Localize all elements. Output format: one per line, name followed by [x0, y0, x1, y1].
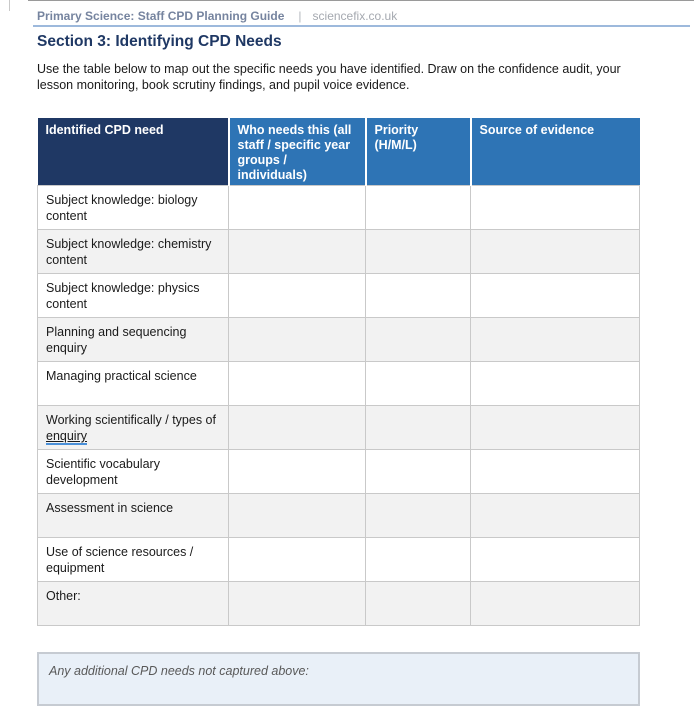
table-header-row [38, 118, 640, 186]
evidence-entry-cell[interactable] [471, 538, 640, 582]
need-label-cell: Use of science resources / equipment [38, 538, 229, 582]
page-left-edge-tick [9, 0, 10, 11]
col-header-who-needs: Who needs this (all staff / specific year groups / individuals) [229, 118, 366, 186]
evidence-entry-cell[interactable] [471, 274, 640, 318]
col-header-source-evidence: Source of evidence [471, 118, 640, 186]
evidence-entry-cell[interactable] [471, 230, 640, 274]
table-row [38, 494, 640, 538]
who-needs-entry-cell[interactable] [229, 582, 366, 626]
guide-title: Primary Science: Staff CPD Planning Guide [37, 9, 285, 23]
priority-entry-cell[interactable] [366, 494, 471, 538]
evidence-entry-cell[interactable] [471, 186, 640, 230]
additional-needs-box[interactable] [37, 652, 640, 706]
priority-entry-cell[interactable] [366, 274, 471, 318]
who-needs-entry-cell[interactable] [229, 274, 366, 318]
who-needs-entry-cell[interactable] [229, 230, 366, 274]
who-needs-entry-cell[interactable] [229, 318, 366, 362]
section-title: Section 3: Identifying CPD Needs [37, 33, 282, 50]
table-row [38, 318, 640, 362]
need-label-cell: Assessment in science [38, 494, 229, 538]
need-label-cell: Subject knowledge: physics content [38, 274, 229, 318]
header-divider-rule [33, 25, 690, 27]
who-needs-entry-cell[interactable] [229, 406, 366, 450]
who-needs-entry-cell[interactable] [229, 186, 366, 230]
priority-entry-cell[interactable] [366, 186, 471, 230]
evidence-entry-cell[interactable] [471, 494, 640, 538]
evidence-entry-cell[interactable] [471, 362, 640, 406]
site-name: sciencefix.co.uk [312, 9, 398, 23]
priority-entry-cell[interactable] [366, 538, 471, 582]
priority-entry-cell[interactable] [366, 582, 471, 626]
need-label-cell: Other: [38, 582, 229, 626]
table-row [38, 450, 640, 494]
need-label-prefix: Working scientifically / types of [46, 413, 216, 427]
who-needs-entry-cell[interactable] [229, 450, 366, 494]
table-row [38, 230, 640, 274]
evidence-entry-cell[interactable] [471, 582, 640, 626]
intro-paragraph: Use the table below to map out the specific needs you have identified. Draw on the confidence audit, your lesson monitoring, book scrutiny findings, and pupil voice evidence. [37, 62, 621, 92]
evidence-entry-cell[interactable] [471, 450, 640, 494]
priority-entry-cell[interactable] [366, 406, 471, 450]
need-label-cell: Managing practical science [38, 362, 229, 406]
table-row [38, 406, 640, 450]
cpd-needs-table [37, 118, 640, 626]
who-needs-entry-cell[interactable] [229, 362, 366, 406]
evidence-entry-cell[interactable] [471, 406, 640, 450]
priority-entry-cell[interactable] [366, 318, 471, 362]
priority-entry-cell[interactable] [366, 230, 471, 274]
page-top-edge [28, 0, 694, 1]
header-separator: | [298, 9, 302, 23]
table-row [38, 582, 640, 626]
running-header [37, 9, 657, 23]
need-label-cell: Scientific vocabulary development [38, 450, 229, 494]
table-row [38, 362, 640, 406]
col-header-priority: Priority (H/M/L) [366, 118, 471, 186]
need-label-cell: Subject knowledge: biology content [38, 186, 229, 230]
table-row [38, 538, 640, 582]
evidence-entry-cell[interactable] [471, 318, 640, 362]
col-header-identified-need: Identified CPD need [38, 118, 229, 186]
additional-needs-label: Any additional CPD needs not captured above: [49, 664, 309, 678]
need-label-cell [38, 406, 229, 450]
enquiry-link[interactable]: enquiry [46, 429, 87, 443]
need-label-cell: Planning and sequencing enquiry [38, 318, 229, 362]
who-needs-entry-cell[interactable] [229, 538, 366, 582]
table-row [38, 186, 640, 230]
priority-entry-cell[interactable] [366, 450, 471, 494]
priority-entry-cell[interactable] [366, 362, 471, 406]
who-needs-entry-cell[interactable] [229, 494, 366, 538]
need-label-cell: Subject knowledge: chemistry content [38, 230, 229, 274]
table-row [38, 274, 640, 318]
